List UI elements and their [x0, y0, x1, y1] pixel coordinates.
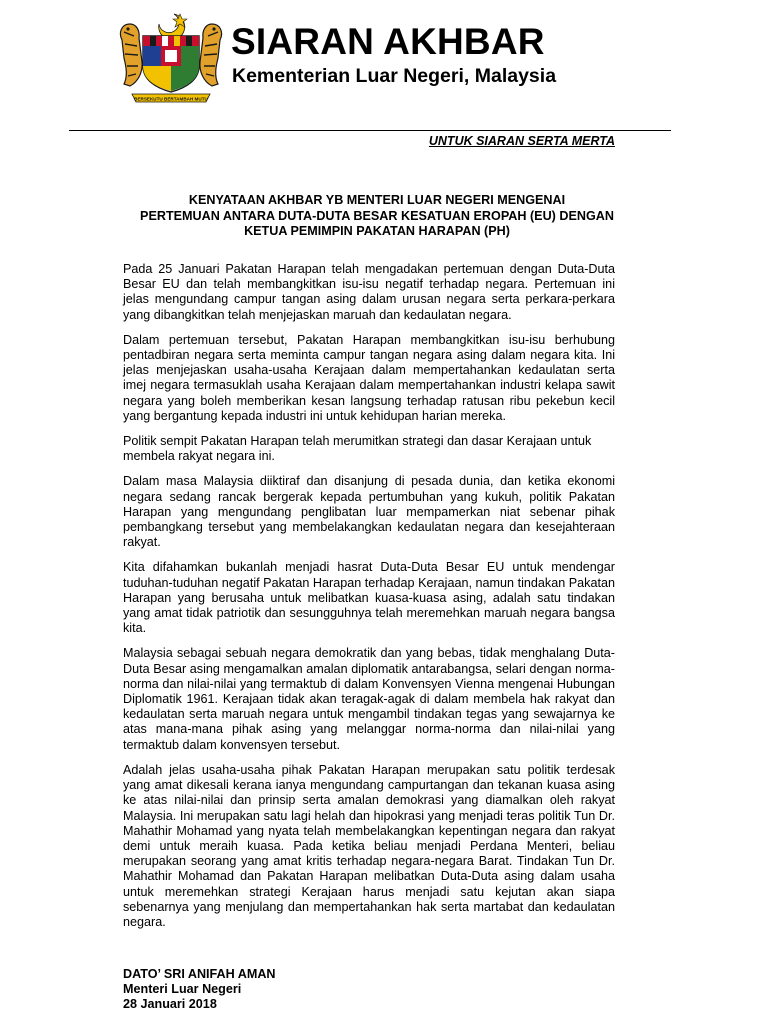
signatory-position: Menteri Luar Negeri [123, 982, 242, 996]
body-paragraph: Pada 25 Januari Pakatan Harapan telah mengadakan pertemuan dengan Duta-Duta Besar EU dan telah membangkitkan isu-isu negatif terhadap negara. Pertemuan ini jelas mengundang campur tangan asing dalam urusan negara serta perkara-perkara yang dibangkitkan telah menjejaskan maruah dan kedaulatan negara. [123, 262, 615, 322]
body-paragraph: Dalam masa Malaysia diiktiraf dan disanjung di pesada dunia, dan ketika ekonomi negara sedang rancak bergerak kepada pertumbuhan yang kukuh, politik Pakatan Harapan yang mengundang penglibatan luar mempamerkan niat sebenar pihak pembangkang tersebut yang membelakangkan kedaulatan negara dan kesejahteraan rakyat. [123, 474, 615, 550]
headline-line: KENYATAAN AKHBAR YB MENTERI LUAR NEGERI MENGENAI [188, 193, 566, 207]
body-paragraph: Politik sempit Pakatan Harapan telah merumitkan strategi dan dasar Kerajaan untuk membela rakyat negara ini. [123, 434, 592, 464]
signature-block [123, 967, 276, 1012]
headline [112, 193, 642, 240]
release-date: 28 Januari 2018 [123, 997, 217, 1011]
body-paragraph: Dalam pertemuan tersebut, Pakatan Harapan membangkitkan isu-isu berhubung pentadbiran negara serta meminta campur tangan negara asing dalam negara kita. Ini jelas menjejaskan usaha-usaha Kerajaan dalam mempertahankan kedaulatan serta imej negara termasuklah usaha Kerajaan dalam mempertahankan industri kelapa sawit negara yang boleh memberikan kesan langsung terhadap ratusan ribu pekebun kecil yang bergantung kepada industri ini untuk kehidupan harian mereka. [123, 332, 615, 423]
article-body [123, 262, 615, 940]
headline-line: PERTEMUAN ANTARA DUTA-DUTA BESAR KESATUAN EROPAH (EU) DENGAN [140, 208, 614, 223]
ministry-name: Kementerian Luar Negeri, Malaysia [232, 65, 557, 87]
header-divider [69, 130, 671, 131]
headline-line: KETUA PEMIMPIN PAKATAN HARAPAN (PH) [244, 224, 510, 238]
body-paragraph: Malaysia sebagai sebuah negara demokratik dan yang bebas, tidak menghalang Duta-Duta Besar asing mengamalkan amalan diplomatik antarabangsa, selari dengan norma-norma dan nilai-nilai yang termaktub di dalam Konvensyen Vienna mengenai Hubungan Diplomatik 1961. Kerajaan tidak akan teragak-agak di dalam membela hak rakyat dan kedaulatan serta maruah negara untuk mengambil tindakan tegas yang sewajarnya ke atas mana-mana pihak asing yang melanggar norma-norma dan nilai-nilai yang termaktub dalam konvensyen tersebut. [123, 646, 615, 752]
malaysia-coat-of-arms-logo [112, 10, 230, 110]
body-paragraph: Kita difahamkan bukanlah menjadi hasrat Duta-Duta Besar EU untuk mendengar tuduhan-tuduhan negatif Pakatan Harapan terhadap Kerajaan, namun tindakan Pakatan Harapan yang berusaha untuk melibatkan kuasa-kuasa asing, adalah satu tindakan yang amat tidak patriotik dan sesungguhnya telah meremehkan maruah negara bangsa kita. [123, 560, 615, 636]
signatory-name: DATO’ SRI ANIFAH AMAN [123, 967, 276, 981]
crest-motto-text: BERSEKUTU BERTAMBAH MUTU [134, 96, 208, 102]
body-paragraph: Adalah jelas usaha-usaha pihak Pakatan Harapan merupakan satu politik terdesak yang amat dikesali kerana ianya mengundang campurtangan dan tekanan kuasa asing ke atas nilai-nilai dan prinsip serta amalan demokrasi yang diamalkan oleh rakyat Malaysia. Ini merupakan satu lagi helah dan hipokrasi yang menjadi teras politik Tun Dr. Mahathir Mohamad yang nyata telah membelakangkan kepentingan negara dan rakyat demi untuk meraih kuasa. Pada ketika beliau menjadi Perdana Menteri, beliau merupakan seorang yang amat kritis terhadap negara-negara Barat. Tindakan Tun Dr. Mahathir Mohamad dan Pakatan Harapan melibatkan Duta-Duta asing dalam usaha untuk meremehkan strategi Kerajaan harus menjadi satu kejutan akan siapa sebenarnya yang menjulang dan mempertahankan hak serta martabat dan kedaulatan negara. [123, 762, 615, 929]
page-title: SIARAN AKHBAR [231, 21, 545, 62]
release-note: UNTUK SIARAN SERTA MERTA [428, 134, 615, 148]
